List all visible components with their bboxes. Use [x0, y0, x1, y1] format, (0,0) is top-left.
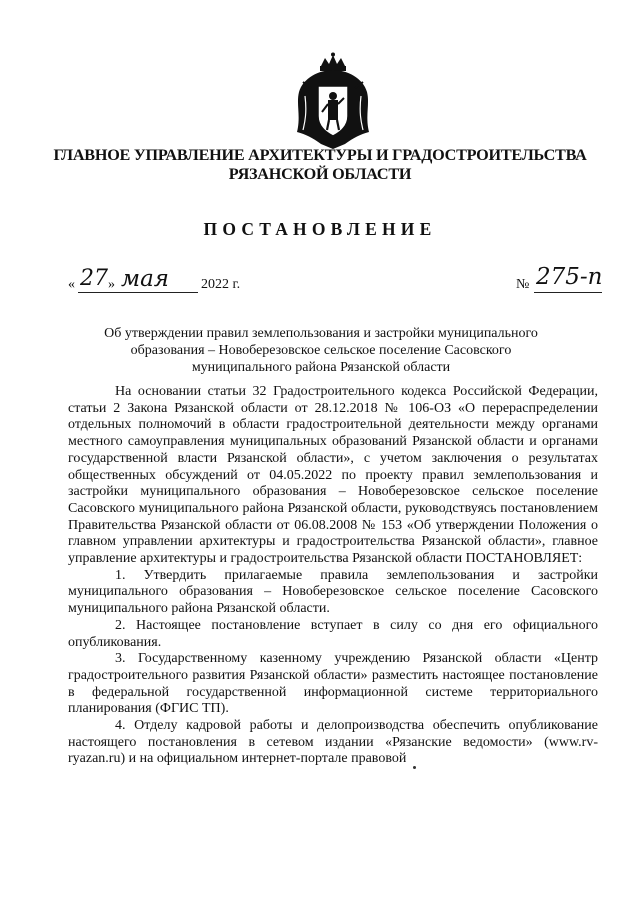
date-close-quote: » [108, 277, 115, 292]
number-underline [534, 292, 602, 293]
handwritten-month: мая [121, 266, 170, 292]
item-4-paragraph: 4. Отделу кадровой работы и делопроизводства обеспечить опубликование настоящего постановления в сетевом издании «Рязанские ведомости» (www.rv-ryazan.ru) и на официальном интернет-портале правовой [68, 718, 598, 767]
number-sign: № [516, 277, 530, 292]
scan-speck [413, 766, 416, 769]
title-line-3: муниципального района Рязанской области [191, 360, 451, 375]
resolution-title [86, 325, 556, 376]
handwritten-document-number: 275-п [536, 264, 603, 290]
resolution-body [68, 384, 598, 768]
date-year: 2022 г. [201, 277, 241, 292]
date-number-line [68, 266, 628, 300]
item-2-paragraph: 2. Настоящее постановление вступает в силу со дня его официального опубликования. [68, 617, 598, 650]
ryazan-coat-of-arms-icon [291, 52, 375, 152]
date-open-quote: « [68, 277, 75, 292]
preamble-paragraph: На основании статьи 32 Градостроительного кодекса Российской Федерации, статьи 2 Закона Рязанской области от 28.12.2018 № 106-ОЗ «О перераспределении отдельных полномочий в области градостроительной деятельности между органами местного самоуправления муниципальных образований Рязанской области и органами государственной власти Рязанской области», с учетом заключения о результатах общественных обсуждений от 04.05.2022 по проекту правил землепользования и застройки муниципального образования – Новоберезовское сельское поселение Сасовского муниципального района Рязанской области, руководствуясь постановлением Правительства Рязанской области от 06.08.2008 № 153 «Об утверждении Положения о главном управлении архитектуры и градостроительства Рязанской области», главное управление архитектуры и градостроительства Рязанской области ПОСТАНОВЛЯЕТ: [68, 384, 598, 567]
date-underline [78, 292, 198, 293]
organization-name [40, 146, 600, 184]
organization-line-1: ГЛАВНОЕ УПРАВЛЕНИЕ АРХИТЕКТУРЫ И ГРАДОСТРОИТЕЛЬСТВА [53, 146, 587, 164]
organization-line-2: РЯЗАНСКОЙ ОБЛАСТИ [228, 165, 412, 183]
title-line-1: Об утверждении правил землепользования и застройки муниципального [104, 326, 538, 341]
handwritten-day: 27 [80, 266, 108, 291]
item-1-paragraph: 1. Утвердить прилагаемые правила землепользования и застройки муниципального образования – Новоберезовское сельское поселение Сасовского муниципального района Рязанской области. [68, 567, 598, 617]
document-type-heading: ПОСТАНОВЛЕНИЕ [203, 219, 437, 239]
item-3-paragraph: 3. Государственному казенному учреждению Рязанской области «Центр градостроительного развития Рязанской области» разместить настоящее постановление в федеральной государственной информационной системе территориального планирования (ФГИС ТП). [68, 651, 598, 717]
title-line-2: образования – Новоберезовское сельское поселение Сасовского [130, 343, 512, 358]
